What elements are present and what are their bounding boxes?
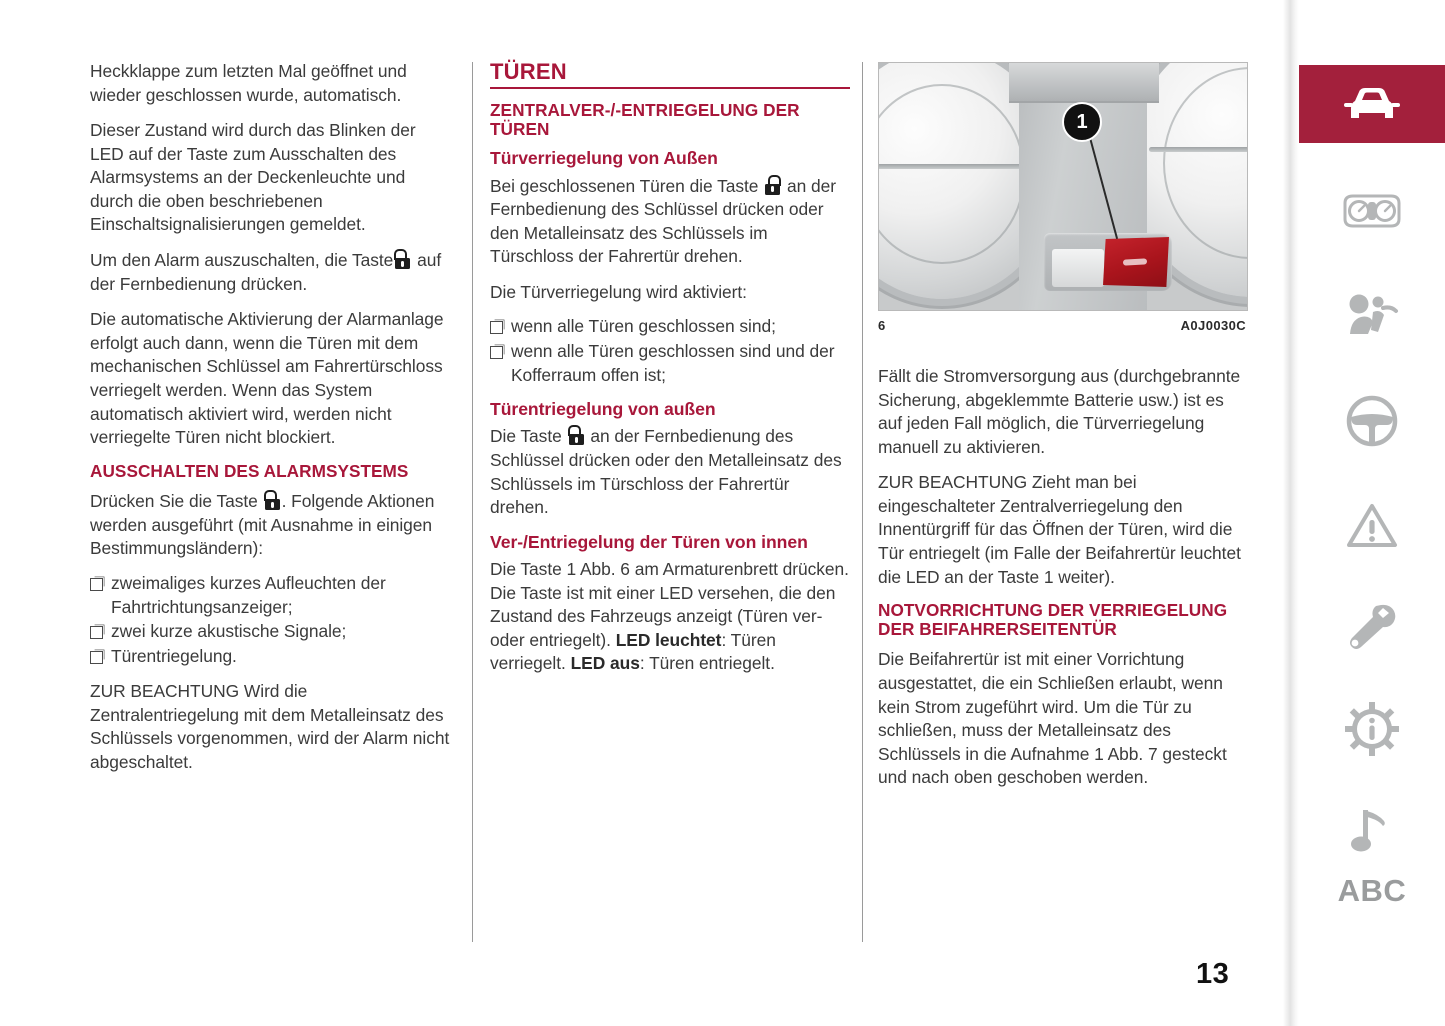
deactivate-actions-list bbox=[90, 572, 452, 668]
chapter-sidebar bbox=[1283, 0, 1445, 1026]
column-divider-1 bbox=[472, 62, 473, 942]
paragraph-power-failure: Fällt die Stromversorgung aus (durchgebrannte Sicherung, abgeklemmte Batterie usw.) ist es auf jeden Fall möglich, die Türverriegelung manuell zu aktivieren. bbox=[878, 366, 1241, 457]
square-bullet-icon bbox=[490, 346, 503, 359]
list-item bbox=[90, 620, 452, 644]
unlock-outside-prefix: Die Taste bbox=[490, 426, 562, 447]
text-column-left bbox=[90, 60, 452, 787]
list-item-label: Türentriegelung. bbox=[111, 645, 237, 666]
unlock-icon bbox=[569, 428, 584, 445]
lock-icon bbox=[765, 178, 780, 195]
paragraph-alarm-off bbox=[90, 249, 452, 296]
paragraph-emergency-locking: Die Beifahrertür ist mit einer Vorrichtung ausgestattet, die ein Schließen erlaubt, wenn kein Strom zugeführt wird. Um die Tür zu schließen, muss der Metalleinsatz des Schlüssels in die Aufnahme 1 Abb. 7 gesteckt und nach oben geschoben werden. bbox=[878, 649, 1227, 788]
abc-text-icon: ABC bbox=[1337, 873, 1407, 908]
sidebar-spine-shadow bbox=[1283, 0, 1299, 1026]
inside-text-3: : Türen entriegelt. bbox=[639, 653, 775, 674]
square-bullet-icon bbox=[90, 578, 103, 591]
console-upper-lip bbox=[1009, 63, 1159, 103]
gear-info-icon bbox=[1345, 702, 1399, 756]
paragraph-press-button bbox=[90, 490, 452, 561]
figure-number: 6 bbox=[878, 318, 886, 333]
section-title-underline bbox=[490, 87, 850, 89]
text-column-right bbox=[878, 365, 1246, 802]
secondary-button bbox=[1052, 249, 1104, 287]
figure-code: A0J0030C bbox=[1180, 318, 1246, 333]
inside-bold-led-off: LED aus bbox=[570, 653, 640, 674]
column-divider-2 bbox=[862, 62, 863, 942]
inside-bold-led-on: LED leuchtet bbox=[615, 629, 722, 650]
sidebar-item-airbag[interactable] bbox=[1299, 276, 1445, 354]
square-bullet-icon bbox=[90, 626, 103, 639]
lock-outside-suffix: an der Fernbedienung des Schlüssel drücken oder den Metalleinsatz des Schlüssels im Türschloss der Fahrertür drehen. bbox=[490, 175, 837, 267]
page-number: 13 bbox=[1196, 958, 1230, 990]
sidebar-item-warnings[interactable] bbox=[1299, 486, 1445, 564]
alarm-off-prefix: Um den Alarm auszuschalten, die Taste bbox=[90, 250, 394, 271]
paragraph-tailgate: Heckklappe zum letzten Mal geöffnet und wieder geschlossen wurde, automatisch. bbox=[90, 61, 407, 105]
list-item bbox=[490, 315, 850, 339]
sidebar-item-steering[interactable] bbox=[1299, 382, 1445, 460]
steering-wheel-icon bbox=[1346, 395, 1398, 447]
vent-inner-ring bbox=[1163, 67, 1248, 260]
inside-text-2: : Türen verriegelt. bbox=[490, 629, 776, 674]
figure-dashboard-photo bbox=[878, 62, 1248, 311]
lock-outside-prefix: Bei geschlossenen Türen die Taste bbox=[490, 175, 759, 196]
figure-caption bbox=[878, 318, 1246, 333]
list-item-label: zwei kurze akustische Signale; bbox=[111, 621, 347, 642]
press-prefix: Drücken Sie die Taste bbox=[90, 491, 258, 512]
callout-marker-1: 1 bbox=[1062, 102, 1102, 142]
list-item-label: zweimaliges kurzes Aufleuchten der Fahrtrichtungsanzeiger; bbox=[111, 572, 386, 617]
paragraph-unlock-outside bbox=[490, 425, 850, 519]
dashboard-gauges-icon bbox=[1339, 191, 1405, 231]
vent-slat bbox=[1149, 147, 1248, 152]
sidebar-item-car[interactable] bbox=[1299, 65, 1445, 143]
list-item bbox=[90, 645, 452, 669]
note-interior-handle: ZUR BEACHTUNG Zieht man bei eingeschalteter Zentralverriegelung den Innentürgriff für das Öffnen der Türen, wird die Tür entriegelt (im Falle der Beifahrertür leuchtet die LED an der Taste 1 weiter). bbox=[878, 472, 1241, 587]
heading-deactivate-alarm: AUSSCHALTEN DES ALARMSYSTEMS bbox=[90, 460, 409, 481]
paragraph-led-blink: Dieser Zustand wird durch das Blinken der LED auf der Taste zum Ausschalten des Alarmsystems an der Deckenleuchte und durch die oben beschriebenen Einschaltsignalisierungen gemeldet. bbox=[90, 120, 416, 235]
sidebar-item-information[interactable] bbox=[1299, 690, 1445, 768]
heading-emergency-locking: NOTVORRICHTUNG DER VERRIEGELUNG DER BEIFAHRERSEITENTÜR bbox=[878, 600, 1228, 639]
section-title-doors: TÜREN bbox=[490, 59, 567, 84]
square-bullet-icon bbox=[90, 651, 103, 664]
paragraph-activation-intro: Die Türverriegelung wird aktiviert: bbox=[490, 281, 747, 302]
airbag-icon bbox=[1344, 292, 1400, 338]
inside-text-1: Die Taste 1 Abb. 6 am Armaturenbrett drücken. Die Taste ist mit einer LED versehen, die den Zustand des Fahrzeugs anzeigt (Türen ver- oder entriegelt). bbox=[490, 558, 849, 650]
press-suffix: . Folgende Aktionen werden ausgeführt (mit Ausnahme in einigen Bestimmungsländern): bbox=[90, 491, 435, 559]
heading-unlock-from-outside: Türentriegelung von außen bbox=[490, 399, 716, 420]
paragraph-lock-outside bbox=[490, 175, 850, 269]
paragraph-inside-led bbox=[490, 558, 850, 676]
sidebar-item-instruments[interactable] bbox=[1299, 172, 1445, 250]
paragraph-auto-activation: Die automatische Aktivierung der Alarmanlage erfolgt auch dann, wenn die Türen mit dem mechanischen Schlüssel am Fahrertürschloss verriegelt werden. Wenn das System automatisch aktiviert wird, werden nicht verriegelte Türen nicht blockiert. bbox=[90, 309, 444, 448]
unlock-outside-suffix: an der Fernbedienung des Schlüssel drücken oder den Metalleinsatz des Schlüssels im Türschloss der Fahrertür drehen. bbox=[490, 426, 842, 518]
button-led-glyph-icon bbox=[1123, 258, 1147, 265]
vent-slat bbox=[878, 164, 1039, 169]
note-central-unlock: ZUR BEACHTUNG Wird die Zentralentriegelung mit dem Metalleinsatz des Schlüssels vorgenommen, wird der Alarm nicht abgeschaltet. bbox=[90, 681, 450, 773]
text-column-middle bbox=[490, 60, 850, 688]
locking-conditions-list bbox=[490, 315, 850, 387]
car-icon bbox=[1341, 84, 1403, 124]
list-item-label: wenn alle Türen geschlossen sind; bbox=[511, 316, 776, 337]
alarm-off-suffix: auf der Fernbedienung drücken. bbox=[90, 250, 442, 294]
list-item bbox=[90, 572, 452, 619]
unlock-icon bbox=[395, 252, 410, 269]
list-item bbox=[490, 340, 850, 387]
music-note-icon bbox=[1350, 803, 1394, 855]
heading-lock-from-outside: Türverriegelung von Außen bbox=[490, 148, 718, 169]
warning-triangle-icon bbox=[1345, 501, 1399, 549]
sidebar-item-maintenance[interactable] bbox=[1299, 588, 1445, 666]
wrench-icon bbox=[1345, 600, 1399, 654]
heading-lock-from-inside: Ver-/Entriegelung der Türen von innen bbox=[490, 531, 808, 552]
list-item-label: wenn alle Türen geschlossen sind und der Kofferraum offen ist; bbox=[511, 341, 835, 385]
heading-central-locking: ZENTRALVER-/-ENTRIEGELUNG DER TÜREN bbox=[490, 100, 800, 139]
square-bullet-icon bbox=[490, 321, 503, 334]
vent-inner-ring bbox=[878, 84, 1025, 264]
unlock-icon bbox=[265, 493, 280, 510]
sidebar-item-index[interactable] bbox=[1299, 852, 1445, 930]
